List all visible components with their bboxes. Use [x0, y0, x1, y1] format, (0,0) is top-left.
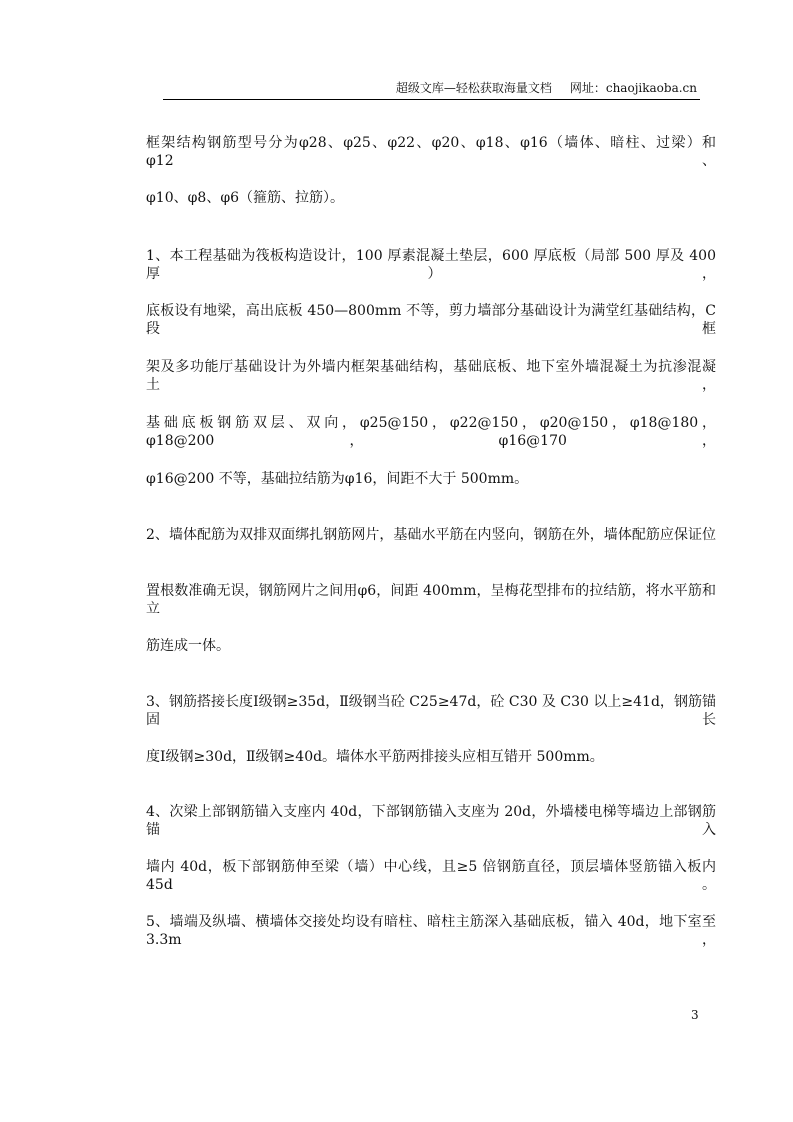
body-line: φ16@200 不等，基础拉结筋为φ16，间距不大于 500mm。: [146, 471, 529, 487]
body-line: 2、墙体配筋为双排双面绑扎钢筋网片，基础水平筋在内竖向，钢筋在外，墙体配筋应保证位: [146, 527, 716, 543]
header-rule: [163, 99, 700, 100]
page-header: [396, 79, 697, 96]
header-site: 网址：chaojikaoba.cn: [569, 81, 697, 95]
body-line: 筋连成一体。: [146, 638, 230, 654]
body-line: 墙内 40d，板下部钢筋伸至梁（墙）中心线，且≥5 倍钢筋直径，顶层墙体竖筋锚入板内 45d。: [146, 859, 716, 893]
body-line: 5、墙端及纵墙、横墙体交接处均设有暗柱、暗柱主筋深入基础底板，锚入 40d，地下室至 3.3m，: [146, 914, 716, 948]
body-line: 3、钢筋搭接长度Ⅰ级钢≥35d，Ⅱ级钢当砼 C25≥47d，砼 C30 及 C30 以上≥41d，钢筋锚固长: [146, 694, 716, 728]
header-title: 超级文库—轻松获取海量文档: [395, 81, 552, 95]
page-number: 3: [691, 1008, 699, 1022]
body-line: 基础底板钢筋双层、双向，φ25@150，φ22@150，φ20@150，φ18@180，φ18@200，φ16@170，: [146, 415, 716, 449]
body-line: 框架结构钢筋型号分为φ28、φ25、φ22、φ20、φ18、φ16（墙体、暗柱、过梁）和φ12、: [146, 135, 716, 169]
body-line: 底板设有地梁，高出底板 450—800mm 不等，剪力墙部分基础设计为满堂红基础结构，C 段框: [146, 303, 716, 337]
body-line: 架及多功能厅基础设计为外墙内框架基础结构，基础底板、地下室外墙混凝土为抗渗混凝土，: [146, 359, 716, 393]
body-line: 1、本工程基础为筏板构造设计，100 厚素混凝土垫层，600 厚底板（局部 500 厚及 400 厚），: [146, 248, 716, 282]
body-line: 度Ⅰ级钢≥30d，Ⅱ级钢≥40d。墙体水平筋两排接头应相互错开 500mm。: [146, 749, 604, 765]
body-line: 4、次梁上部钢筋锚入支座内 40d，下部钢筋锚入支座为 20d，外墙楼电梯等墙边上部钢筋锚入: [146, 804, 716, 838]
body-line: 置根数准确无误，钢筋网片之间用φ6，间距 400mm，呈梅花型排布的拉结筋，将水平筋和立: [146, 583, 716, 617]
body-line: φ10、φ8、φ6（箍筋、拉筋）。: [146, 190, 345, 206]
